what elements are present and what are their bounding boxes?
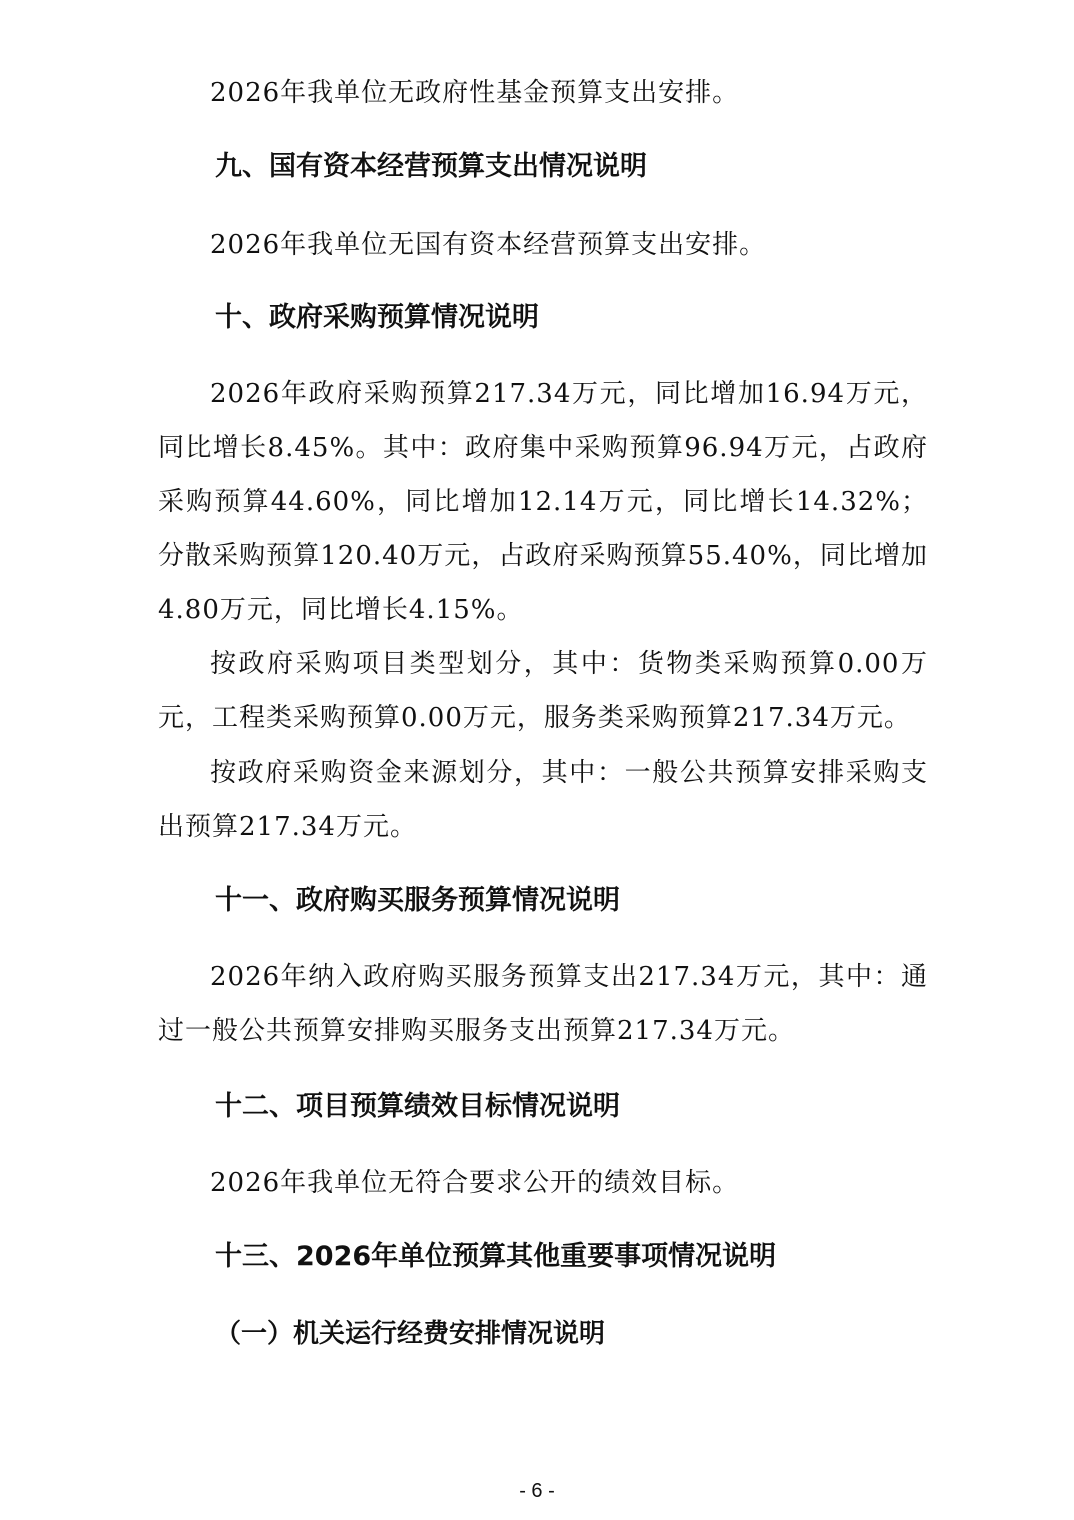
section-11-heading: 十一、政府购买服务预算情况说明 bbox=[215, 885, 620, 916]
section-12-heading: 十二、项目预算绩效目标情况说明 bbox=[215, 1091, 620, 1122]
state-capital-paragraph: 2026年我单位无国有资本经营预算支出安排。 bbox=[210, 230, 767, 260]
procurement-by-type-paragraph: 按政府采购项目类型划分，其中：货物类采购预算0.00万元，工程类采购预算0.00万元，服务类采购预算217.34万元。 bbox=[158, 649, 928, 733]
section-10-heading: 十、政府采购预算情况说明 bbox=[215, 302, 539, 333]
section-13-heading: 十三、2026年单位预算其他重要事项情况说明 bbox=[215, 1241, 777, 1272]
purchased-services-paragraph: 2026年纳入政府购买服务预算支出217.34万元，其中：通过一般公共预算安排购买服务支出预算217.34万元。 bbox=[158, 962, 928, 1046]
gov-fund-paragraph: 2026年我单位无政府性基金预算支出安排。 bbox=[210, 78, 740, 108]
page-number: - 6 - bbox=[519, 1480, 555, 1502]
section-13-subheading-1: （一）机关运行经费安排情况说明 bbox=[215, 1319, 606, 1349]
performance-paragraph: 2026年我单位无符合要求公开的绩效目标。 bbox=[210, 1168, 740, 1198]
procurement-by-source-paragraph: 按政府采购资金来源划分，其中：一般公共预算安排采购支出预算217.34万元。 bbox=[158, 758, 928, 842]
section-9-heading: 九、国有资本经营预算支出情况说明 bbox=[215, 151, 647, 182]
procurement-summary-paragraph: 2026年政府采购预算217.34万元，同比增加16.94万元，同比增长8.45%。其中：政府集中采购预算96.94万元，占政府采购预算44.60%，同比增加12.14万元，同比增长14.32%；分散采购预算120.40万元，占政府采购预算55.40%，同比增加4.80万元，同比增长4.15%。 bbox=[158, 379, 928, 625]
